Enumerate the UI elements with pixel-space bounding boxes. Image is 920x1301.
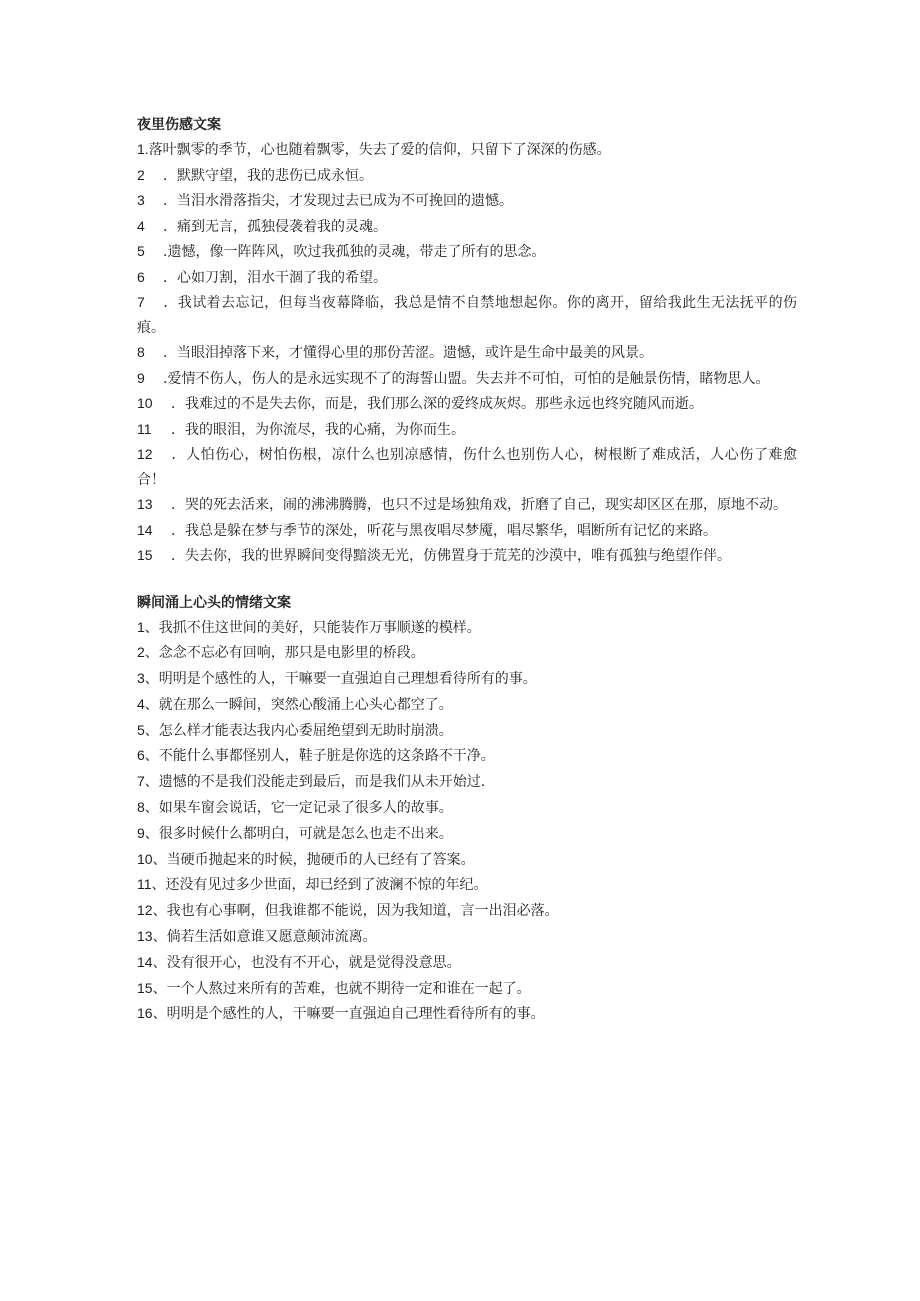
list-item bbox=[137, 950, 797, 976]
item-text: ．默默守望，我的悲伤已成永恒。 bbox=[163, 167, 373, 184]
list-item bbox=[137, 163, 797, 189]
list-item bbox=[137, 743, 797, 769]
list-item bbox=[137, 188, 797, 214]
item-text: 很多时候什么都明白，可就是怎么也走不出来。 bbox=[158, 825, 453, 842]
list-item bbox=[137, 795, 797, 821]
item-number: 2、 bbox=[137, 644, 159, 661]
item-text: 怎么样才能表达我内心委屈绝望到无助时崩溃。 bbox=[158, 722, 453, 739]
item-number: 3 bbox=[137, 192, 145, 208]
item-text: 倘若生活如意谁又愿意颠沛流离。 bbox=[166, 929, 377, 946]
list-item bbox=[137, 847, 797, 873]
list-item bbox=[137, 898, 797, 924]
item-number: 5 bbox=[137, 243, 145, 259]
item-text: 当硬币抛起来的时候，抛硬币的人已经有了答案。 bbox=[166, 851, 475, 868]
list-item bbox=[137, 872, 797, 898]
item-text: 就在那么一瞬间，突然心酸涌上心头心都空了。 bbox=[158, 696, 453, 713]
list-item bbox=[137, 366, 797, 392]
item-text: .爱情不伤人，伤人的是永远实现不了的海誓山盟。失去并不可怕，可怕的是触景伤情，睹物思人。 bbox=[163, 370, 770, 387]
item-number: 7、 bbox=[137, 773, 159, 790]
item-number: 4 bbox=[137, 217, 145, 234]
item-number: 1、 bbox=[137, 618, 159, 635]
item-number: 6、 bbox=[137, 747, 159, 764]
item-number: 4、 bbox=[137, 695, 159, 712]
item-number: 3、 bbox=[137, 670, 159, 687]
list-item bbox=[137, 214, 797, 240]
item-text: ．哭的死去活来，闹的沸沸腾腾，也只不过是场独角戏，折磨了自己，现实却区区在那，原地不动。 bbox=[171, 497, 787, 513]
document-body bbox=[137, 115, 797, 1027]
list-item bbox=[137, 391, 797, 417]
item-number: 6 bbox=[137, 268, 145, 285]
section-emotion-quotes bbox=[137, 593, 797, 1028]
list-item bbox=[137, 137, 797, 163]
item-number: 12、 bbox=[137, 902, 167, 919]
item-text: ．当泪水滑落指尖，才发现过去已成为不可挽回的遗憾。 bbox=[163, 193, 513, 209]
list-item bbox=[137, 290, 797, 340]
item-text: 明明是个感性的人，干嘛要一直强迫自己理想看待所有的事。 bbox=[158, 671, 537, 688]
item-number: 12 bbox=[137, 446, 153, 462]
item-number: 14 bbox=[137, 521, 153, 538]
quote-list bbox=[137, 137, 797, 569]
item-text: 落叶飘零的季节，心也随着飘零，失去了爱的信仰，只留下了深深的伤感。 bbox=[148, 142, 611, 158]
item-text: 还没有见过多少世面，却已经到了波澜不惊的年纪。 bbox=[165, 877, 488, 894]
list-item bbox=[137, 543, 797, 569]
list-item bbox=[137, 924, 797, 950]
list-item bbox=[137, 340, 797, 366]
item-number: 13 bbox=[137, 496, 153, 512]
list-item bbox=[137, 692, 797, 718]
item-text: .遗憾，像一阵阵风，吹过我孤独的灵魂，带走了所有的思念。 bbox=[163, 244, 546, 260]
item-text: 遗憾的不是我们没能走到最后，而是我们从未开始过. bbox=[158, 774, 486, 791]
list-item bbox=[137, 976, 797, 1002]
section-heading: 瞬间涌上心头的情绪文案 bbox=[137, 594, 291, 611]
item-number: 10、 bbox=[137, 850, 167, 867]
list-item bbox=[137, 615, 797, 641]
item-text: ．我试着去忘记，但每当夜幕降临，我总是情不自禁地想起你。你的离开，留给我此生无法抚平的伤痕。 bbox=[137, 295, 797, 336]
item-number: 14、 bbox=[137, 953, 167, 970]
list-item bbox=[137, 666, 797, 692]
item-text: 没有很开心，也没有不开心，就是觉得没意思。 bbox=[166, 954, 461, 971]
list-item bbox=[137, 417, 797, 443]
item-text: ．心如刀割，泪水干涸了我的希望。 bbox=[163, 269, 387, 286]
item-text: ．痛到无言，孤独侵袭着我的灵魂。 bbox=[163, 218, 387, 235]
item-number: 15、 bbox=[137, 979, 167, 996]
item-number: 15 bbox=[137, 547, 153, 563]
item-number: 10 bbox=[137, 395, 153, 411]
list-item bbox=[137, 442, 797, 492]
item-number: 1. bbox=[137, 141, 149, 157]
list-item bbox=[137, 265, 797, 291]
quote-list bbox=[137, 615, 797, 1028]
item-text: 明明是个感性的人，干嘛要一直强迫自己理性看待所有的事。 bbox=[166, 1006, 545, 1023]
item-text: 念念不忘必有回响，那只是电影里的桥段。 bbox=[158, 645, 425, 662]
item-number: 16、 bbox=[137, 1005, 167, 1022]
section-night-sad-quotes bbox=[137, 115, 797, 569]
item-text: 我也有心事啊，但我谁都不能说，因为我知道，言一出泪必落。 bbox=[166, 903, 559, 920]
item-text: ．当眼泪掉落下来，才懂得心里的那份苦涩。遗憾，或许是生命中最美的风景。 bbox=[163, 345, 653, 361]
item-text: ．我总是躲在梦与季节的深处，听花与黑夜唱尽梦魇，唱尽繁华，唱断所有记忆的来路。 bbox=[171, 522, 717, 539]
list-item bbox=[137, 518, 797, 544]
item-text: 我抓不住这世间的美好，只能装作万事顺遂的模样。 bbox=[158, 619, 481, 636]
item-text: ．人怕伤心，树怕伤根，凉什么也别凉感情，伤什么也别伤人心，树根断了难成活，人心伤了难愈合！ bbox=[137, 447, 797, 488]
list-item bbox=[137, 718, 797, 744]
item-text: ．我的眼泪，为你流尽，我的心痛，为你而生。 bbox=[171, 421, 465, 438]
item-text: 如果车窗会说话，它一定记录了很多人的故事。 bbox=[158, 800, 453, 817]
list-item bbox=[137, 821, 797, 847]
item-text: ．失去你，我的世界瞬间变得黯淡无光，仿佛置身于荒芜的沙漠中，唯有孤独与绝望作伴。 bbox=[171, 548, 731, 564]
item-number: 11 bbox=[137, 420, 152, 437]
item-number: 7 bbox=[137, 294, 145, 310]
item-number: 13、 bbox=[137, 928, 167, 945]
list-item bbox=[137, 769, 797, 795]
item-number: 8、 bbox=[137, 799, 159, 816]
section-heading: 夜里伤感文案 bbox=[137, 117, 221, 133]
list-item bbox=[137, 239, 797, 265]
list-item bbox=[137, 1001, 797, 1027]
item-number: 9、 bbox=[137, 824, 159, 841]
item-number: 5、 bbox=[137, 721, 159, 738]
list-item bbox=[137, 640, 797, 666]
item-number: 8 bbox=[137, 344, 145, 360]
item-number: 9 bbox=[137, 369, 145, 386]
item-number: 11、 bbox=[137, 876, 166, 893]
item-text: 不能什么事都怪别人，鞋子脏是你选的这条路不干净。 bbox=[158, 748, 495, 765]
item-text: ．我难过的不是失去你，而是，我们那么深的爱终成灰烬。那些永远也终究随风而逝。 bbox=[171, 396, 703, 412]
item-text: 一个人熬过来所有的苦难，也就不期待一定和谁在一起了。 bbox=[166, 980, 531, 997]
list-item bbox=[137, 492, 797, 518]
item-number: 2 bbox=[137, 166, 145, 183]
